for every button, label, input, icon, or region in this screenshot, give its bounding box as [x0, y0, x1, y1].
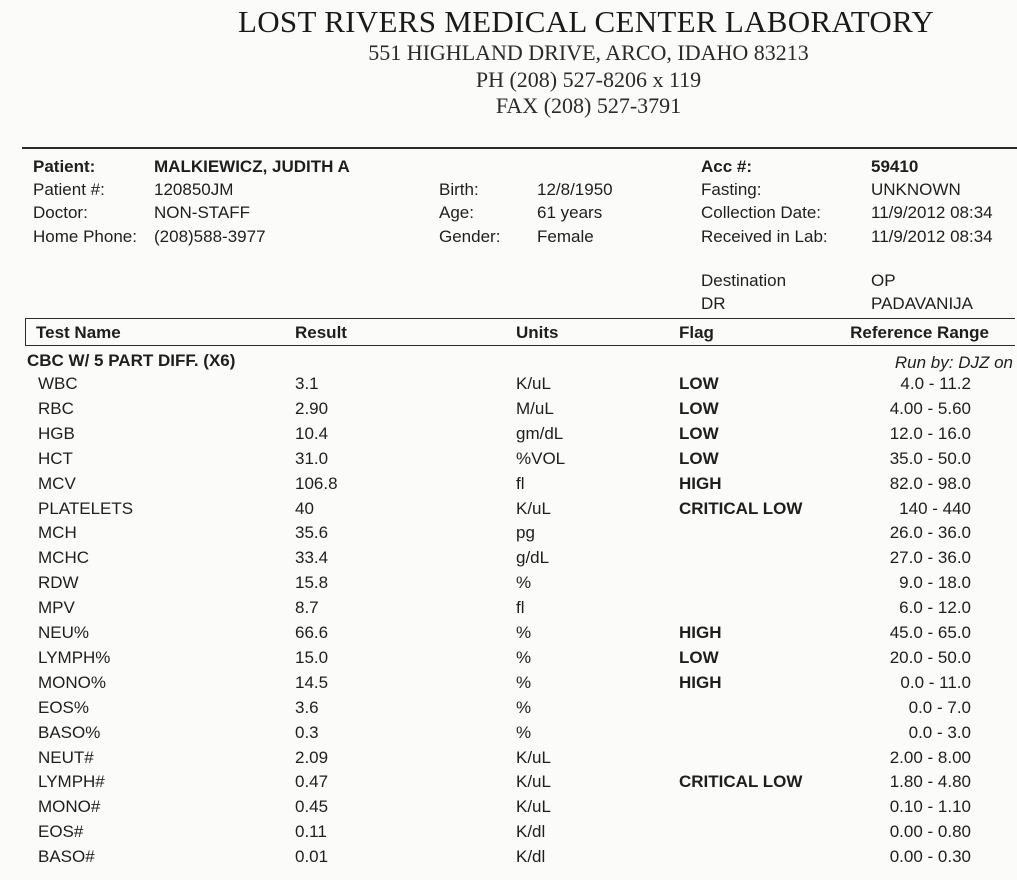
units-cell: fl — [516, 598, 525, 617]
patient-number: 120850JM — [154, 180, 234, 199]
flag-cell: LOW — [679, 648, 719, 667]
result-cell: 0.45 — [295, 797, 329, 816]
result-cell: 66.6 — [295, 623, 329, 642]
range-cell: 9.0 - 18.0 — [899, 573, 971, 592]
test-name-cell: MCV — [38, 474, 76, 493]
range-cell: 27.0 - 36.0 — [889, 548, 971, 567]
collection-date-label: Collection Date: — [701, 203, 822, 222]
flag-cell: CRITICAL LOW — [679, 772, 803, 791]
dr-value: PADAVANIJA — [871, 294, 974, 313]
test-name-cell: RDW — [38, 573, 79, 592]
range-cell: 35.0 - 50.0 — [889, 449, 971, 468]
test-name-cell: BASO# — [38, 847, 95, 866]
test-name-cell: WBC — [38, 374, 78, 393]
doctor-value: NON-STAFF — [154, 203, 251, 222]
flag-cell: HIGH — [679, 623, 722, 642]
result-cell: 40 — [295, 499, 314, 518]
units-cell: % — [516, 648, 532, 667]
patient-label: Patient: — [33, 157, 96, 176]
range-cell: 1.80 - 4.80 — [889, 772, 971, 791]
col-flag: Flag — [679, 323, 714, 342]
result-cell: 0.3 — [295, 723, 319, 742]
destination-value: OP — [871, 271, 896, 290]
units-cell: % — [516, 573, 532, 592]
flag-cell: HIGH — [679, 474, 722, 493]
range-cell: 2.00 - 8.00 — [889, 748, 971, 767]
received-label: Received in Lab: — [701, 227, 828, 246]
test-name-cell: HGB — [38, 424, 75, 443]
test-name-cell: NEUT# — [38, 748, 94, 767]
range-cell: 0.0 - 3.0 — [908, 723, 971, 742]
test-name-cell: RBC — [38, 399, 74, 418]
result-cell: 15.0 — [295, 648, 329, 667]
test-name-cell: MPV — [38, 598, 75, 617]
units-cell: K/uL — [516, 772, 551, 791]
lab-name: LOST RIVERS MEDICAL CENTER LABORATORY — [238, 4, 935, 39]
test-name-cell: NEU% — [38, 623, 90, 642]
result-cell: 15.8 — [295, 573, 329, 592]
result-cell: 0.47 — [295, 772, 329, 791]
units-cell: % — [516, 723, 532, 742]
col-units: Units — [516, 323, 559, 342]
gender-value: Female — [537, 227, 594, 246]
units-cell: K/dl — [516, 847, 546, 866]
fasting-value: UNKNOWN — [871, 180, 961, 199]
units-cell: g/dL — [516, 548, 550, 567]
test-name-cell: MONO# — [38, 797, 101, 816]
test-name-cell: MCH — [38, 523, 77, 542]
flag-cell: LOW — [679, 399, 719, 418]
flag-cell: LOW — [679, 424, 719, 443]
test-name-cell: LYMPH% — [38, 648, 111, 667]
range-cell: 82.0 - 98.0 — [889, 474, 971, 493]
test-name-cell: EOS% — [38, 698, 90, 717]
col-reference-range: Reference Range — [850, 323, 989, 342]
result-cell: 3.6 — [295, 698, 319, 717]
range-cell: 4.00 - 5.60 — [889, 399, 971, 418]
result-cell: 2.90 — [295, 399, 329, 418]
range-cell: 45.0 - 65.0 — [889, 623, 971, 642]
home-phone-value: (208)588-3977 — [154, 227, 266, 246]
patient-name: MALKIEWICZ, JUDITH A — [154, 157, 350, 176]
range-cell: 0.00 - 0.30 — [889, 847, 971, 866]
test-name-cell: BASO% — [38, 723, 101, 742]
units-cell: K/uL — [516, 748, 551, 767]
range-cell: 20.0 - 50.0 — [889, 648, 971, 667]
units-cell: % — [516, 623, 532, 642]
home-phone-label: Home Phone: — [33, 227, 137, 246]
col-result: Result — [295, 323, 347, 342]
flag-cell: HIGH — [679, 673, 722, 692]
acc-label: Acc #: — [701, 157, 753, 176]
test-name-cell: MCHC — [38, 548, 89, 567]
units-cell: fl — [516, 474, 525, 493]
lab-fax: FAX (208) 527-3791 — [495, 93, 682, 118]
gender-label: Gender: — [439, 227, 501, 246]
run-by: Run by: DJZ on — [894, 353, 1013, 372]
range-cell: 0.0 - 7.0 — [908, 698, 971, 717]
result-cell: 0.01 — [295, 847, 329, 866]
units-cell: K/uL — [516, 499, 551, 518]
units-cell: gm/dL — [516, 424, 564, 443]
col-test-name: Test Name — [36, 323, 121, 342]
flag-cell: LOW — [679, 374, 719, 393]
units-cell: % — [516, 673, 532, 692]
range-cell: 0.10 - 1.10 — [889, 797, 971, 816]
dr-label: DR — [701, 294, 726, 313]
range-cell: 26.0 - 36.0 — [889, 523, 971, 542]
test-name-cell: EOS# — [38, 822, 84, 841]
range-cell: 140 - 440 — [899, 499, 971, 518]
result-cell: 10.4 — [295, 424, 329, 443]
units-cell: pg — [516, 523, 535, 542]
range-cell: 0.00 - 0.80 — [889, 822, 971, 841]
age-value: 61 years — [537, 203, 603, 222]
result-cell: 33.4 — [295, 548, 329, 567]
result-cell: 8.7 — [295, 598, 319, 617]
collection-date-value: 11/9/2012 08:34 — [871, 203, 993, 222]
units-cell: K/uL — [516, 797, 551, 816]
age-label: Age: — [439, 203, 474, 222]
test-name-cell: PLATELETS — [38, 499, 134, 518]
patient-number-label: Patient #: — [33, 180, 105, 199]
result-cell: 2.09 — [295, 748, 329, 767]
received-value: 11/9/2012 08:34 — [871, 227, 993, 246]
birth-value: 12/8/1950 — [537, 180, 613, 199]
panel-title: CBC W/ 5 PART DIFF. (X6) — [27, 351, 236, 370]
result-cell: 35.6 — [295, 523, 329, 542]
range-cell: 4.0 - 11.2 — [900, 374, 971, 393]
header-divider — [22, 147, 1017, 149]
fasting-label: Fasting: — [701, 180, 762, 199]
birth-label: Birth: — [439, 180, 479, 199]
doctor-label: Doctor: — [33, 203, 88, 222]
result-cell: 0.11 — [295, 822, 327, 841]
test-name-cell: LYMPH# — [38, 772, 105, 791]
range-cell: 6.0 - 12.0 — [899, 598, 971, 617]
range-cell: 12.0 - 16.0 — [889, 424, 971, 443]
units-cell: M/uL — [516, 399, 554, 418]
flag-cell: LOW — [679, 449, 719, 468]
acc-value: 59410 — [871, 157, 919, 176]
destination-label: Destination — [701, 271, 787, 290]
range-cell: 0.0 - 11.0 — [900, 673, 971, 692]
result-cell: 14.5 — [295, 673, 329, 692]
result-cell: 31.0 — [295, 449, 329, 468]
lab-phone: PH (208) 527-8206 x 119 — [475, 67, 702, 92]
units-cell: % — [516, 698, 532, 717]
result-cell: 106.8 — [295, 474, 338, 493]
lab-address: 551 HIGHLAND DRIVE, ARCO, IDAHO 83213 — [368, 40, 809, 65]
units-cell: K/dl — [516, 822, 546, 841]
result-cell: 3.1 — [295, 374, 319, 393]
test-name-cell: MONO% — [38, 673, 106, 692]
units-cell: K/uL — [516, 374, 551, 393]
test-name-cell: HCT — [38, 449, 73, 468]
flag-cell: CRITICAL LOW — [679, 499, 803, 518]
units-cell: %VOL — [516, 449, 566, 468]
